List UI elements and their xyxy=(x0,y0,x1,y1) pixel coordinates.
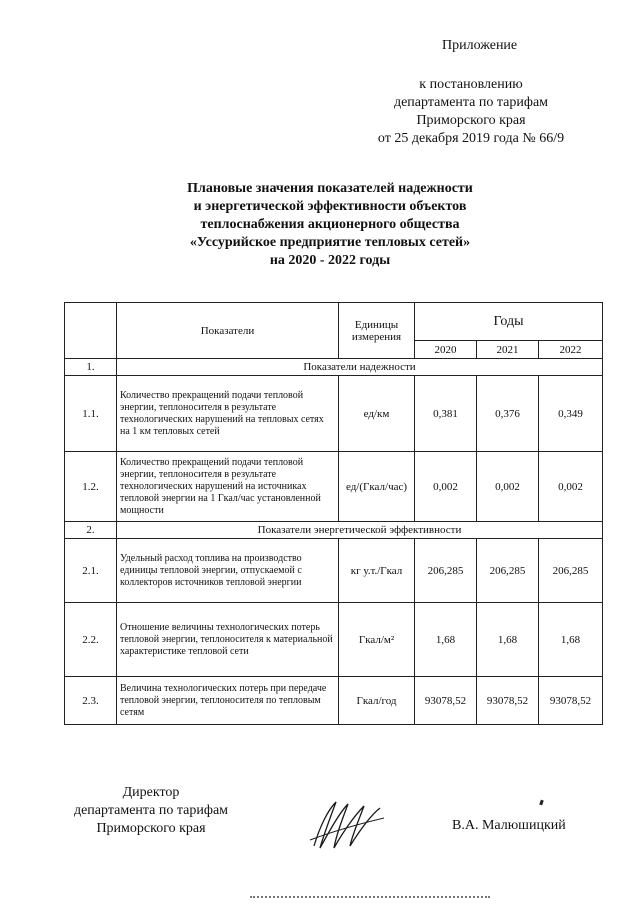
row-indicator: Отношение величины технологических потерь тепловой энергии, теплоносителя к материальной характеристике тепловой сети xyxy=(117,603,339,677)
row-value-2021: 0,002 xyxy=(477,452,539,522)
section-row xyxy=(65,522,603,539)
row-indicator: Количество прекращений подачи тепловой энергии, теплоносителя в результате технологических нарушений на тепловых сетях на 1 км тепловых сетей xyxy=(117,376,339,452)
table-row xyxy=(65,376,603,452)
table-row xyxy=(65,539,603,603)
scan-artifact xyxy=(250,896,490,901)
ink-mark xyxy=(539,800,544,806)
title-line: теплоснабжения акционерного общества xyxy=(200,217,460,232)
signatory-position xyxy=(58,784,244,838)
row-value-2020: 93078,52 xyxy=(415,677,477,725)
ref-line: Приморского края xyxy=(416,113,526,128)
signatory-name: В.А. Малюшицкий xyxy=(452,818,566,833)
handwritten-signature xyxy=(306,796,388,854)
row-unit: кг у.т./Гкал xyxy=(339,539,415,603)
table-row xyxy=(65,677,603,725)
table-header-row xyxy=(65,303,603,341)
row-unit: ед/(Гкал/час) xyxy=(339,452,415,522)
row-num: 2.1. xyxy=(65,539,117,603)
header-units: Единицы измерения xyxy=(339,303,415,359)
section-num: 1. xyxy=(65,359,117,376)
row-value-2022: 1,68 xyxy=(539,603,603,677)
header-num-cell xyxy=(65,303,117,359)
appendix-label: Приложение xyxy=(442,38,518,53)
section-num: 2. xyxy=(65,522,117,539)
row-num: 2.2. xyxy=(65,603,117,677)
indicators-table xyxy=(64,302,603,725)
table-row xyxy=(65,452,603,522)
header-indicators: Показатели xyxy=(117,303,339,359)
header-years: Годы xyxy=(415,303,603,341)
row-value-2020: 206,285 xyxy=(415,539,477,603)
table-row xyxy=(65,603,603,677)
ref-line: к постановлению xyxy=(419,77,523,92)
section-title: Показатели надежности xyxy=(117,359,603,376)
row-value-2021: 1,68 xyxy=(477,603,539,677)
row-value-2022: 206,285 xyxy=(539,539,603,603)
decree-reference xyxy=(360,76,582,148)
row-unit: ед/км xyxy=(339,376,415,452)
row-value-2022: 0,349 xyxy=(539,376,603,452)
document-title xyxy=(110,180,550,270)
row-indicator: Удельный расход топлива на производство единицы тепловой энергии, отпускаемой с коллекторов источников тепловой энергии xyxy=(117,539,339,603)
row-value-2020: 1,68 xyxy=(415,603,477,677)
header-year-2021: 2021 xyxy=(477,341,539,359)
row-num: 2.3. xyxy=(65,677,117,725)
row-value-2021: 206,285 xyxy=(477,539,539,603)
position-line: Приморского края xyxy=(96,821,206,836)
title-line: и энергетической эффективности объектов xyxy=(193,199,467,214)
ref-line: от 25 декабря 2019 года № 66/9 xyxy=(377,131,565,146)
row-value-2021: 0,376 xyxy=(477,376,539,452)
row-value-2020: 0,381 xyxy=(415,376,477,452)
row-value-2021: 93078,52 xyxy=(477,677,539,725)
row-value-2020: 0,002 xyxy=(415,452,477,522)
header-year-2022: 2022 xyxy=(539,341,603,359)
title-line: Плановые значения показателей надежности xyxy=(187,181,473,196)
title-line: на 2020 - 2022 годы xyxy=(269,253,391,268)
header-year-2020: 2020 xyxy=(415,341,477,359)
section-title: Показатели энергетической эффективности xyxy=(117,522,603,539)
section-row xyxy=(65,359,603,376)
row-value-2022: 0,002 xyxy=(539,452,603,522)
position-line: Директор xyxy=(122,785,180,800)
row-num: 1.1. xyxy=(65,376,117,452)
row-num: 1.2. xyxy=(65,452,117,522)
row-indicator: Величина технологических потерь при передаче тепловой энергии, теплоносителя по тепловым сетям xyxy=(117,677,339,725)
ref-line: департамента по тарифам xyxy=(393,95,549,110)
row-indicator: Количество прекращений подачи тепловой энергии, теплоносителя в результате технологических нарушений на источниках тепловой энергии на 1 Гкал/час установленной мощности xyxy=(117,452,339,522)
row-value-2022: 93078,52 xyxy=(539,677,603,725)
position-line: департамента по тарифам xyxy=(73,803,229,818)
row-unit: Гкал/м² xyxy=(339,603,415,677)
row-unit: Гкал/год xyxy=(339,677,415,725)
title-line: «Уссурийское предприятие тепловых сетей» xyxy=(189,235,471,250)
